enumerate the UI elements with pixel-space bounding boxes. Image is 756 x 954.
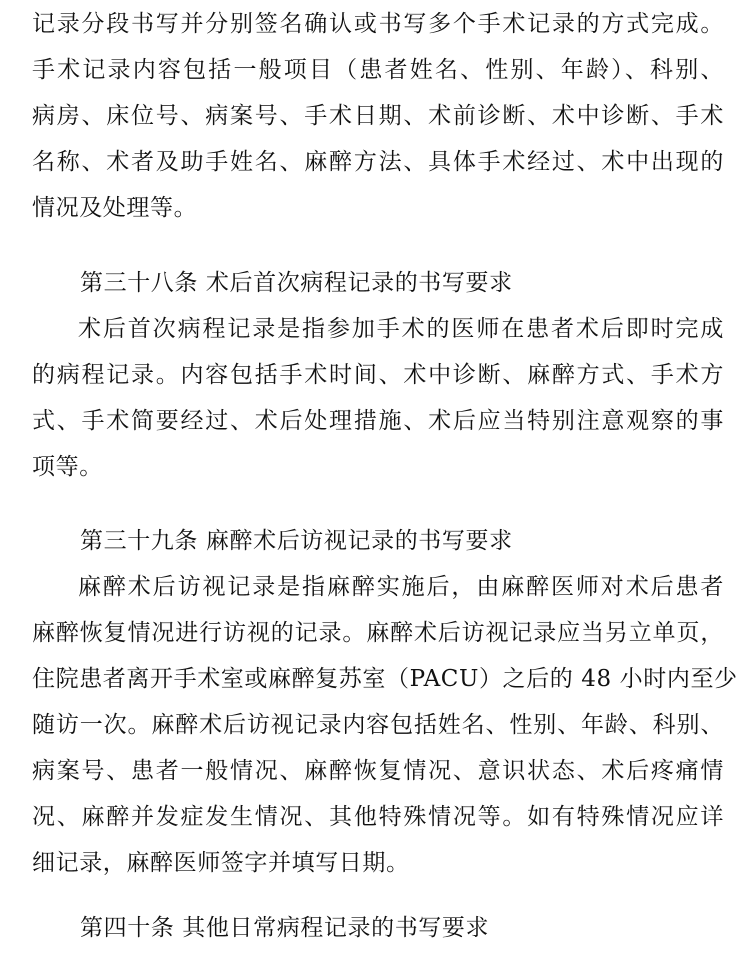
paragraph-line: 项等。: [32, 454, 103, 480]
paragraph-line: 名称、术者及助手姓名、麻醉方法、具体手术经过、术中出现的: [32, 149, 724, 175]
article-heading: 第四十条 其他日常病程记录的书写要求: [80, 915, 490, 941]
paragraph-line: 病房、床位号、病案号、手术日期、术前诊断、术中诊断、手术: [32, 103, 724, 129]
paragraph-line: 式、手术简要经过、术后处理措施、术后应当特别注意观察的事: [32, 408, 724, 434]
paragraph-line: 记录分段书写并分别签名确认或书写多个手术记录的方式完成。: [32, 11, 724, 37]
article-heading: 第三十九条 麻醉术后访视记录的书写要求: [80, 528, 513, 554]
paragraph-line: 手术记录内容包括一般项目（患者姓名、性别、年龄）、科别、: [32, 57, 724, 83]
paragraph-line: 情况及处理等。: [32, 195, 198, 221]
paragraph-line: 病案号、患者一般情况、麻醉恢复情况、意识状态、术后疼痛情: [32, 758, 724, 784]
paragraph-line: 细记录，麻醉医师签字并填写日期。: [32, 850, 410, 876]
paragraph-line: 麻醉恢复情况进行访视的记录。麻醉术后访视记录应当另立单页，: [32, 620, 724, 646]
paragraph-line: 随访一次。麻醉术后访视记录内容包括姓名、性别、年龄、科别、: [32, 712, 724, 738]
article-heading: 第三十八条 术后首次病程记录的书写要求: [80, 270, 513, 296]
paragraph-line: 的病程记录。内容包括手术时间、术中诊断、麻醉方式、手术方: [32, 362, 724, 388]
paragraph-line: 住院患者离开手术室或麻醉复苏室（PACU）之后的 48 小时内至少: [32, 666, 738, 692]
paragraph-line: 况、麻醉并发症发生情况、其他特殊情况等。如有特殊情况应详: [32, 804, 724, 830]
paragraph-line: 麻醉术后访视记录是指麻醉实施后，由麻醉医师对术后患者: [78, 574, 724, 600]
paragraph-line: 术后首次病程记录是指参加手术的医师在患者术后即时完成: [78, 316, 724, 342]
